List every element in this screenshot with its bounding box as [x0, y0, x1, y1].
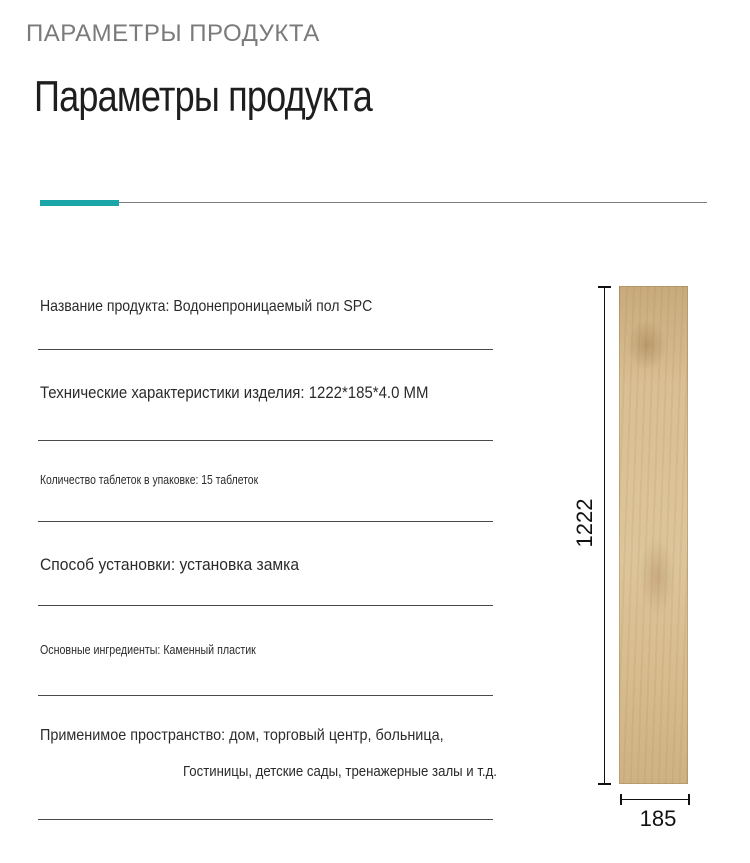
page-title: Параметры продукта — [34, 72, 372, 121]
row-rule — [38, 521, 493, 522]
row-rule — [38, 819, 493, 820]
width-dimension-cap-right — [688, 794, 690, 805]
divider-line — [40, 202, 707, 203]
row-rule — [38, 695, 493, 696]
row-rule — [38, 349, 493, 350]
divider-accent — [40, 200, 119, 206]
width-dimension-cap-left — [620, 794, 622, 805]
length-dimension-cap-top — [598, 286, 611, 288]
plank-image — [619, 286, 688, 784]
param-main-ingredients: Основные ингредиенты: Каменный пластик — [40, 642, 256, 657]
length-dimension-cap-bottom — [598, 783, 611, 785]
wood-knot — [639, 536, 675, 616]
width-dimension-line — [620, 799, 689, 800]
width-dimension-label: 185 — [639, 806, 677, 831]
row-rule — [38, 440, 493, 441]
param-installation-method: Способ установки: установка замка — [40, 555, 300, 574]
section-subtitle: ПАРАМЕТРЫ ПРОДУКТА — [26, 20, 320, 47]
param-applicable-space-continued: Гостиницы, детские сады, тренажерные залы и т.д. — [183, 763, 497, 780]
length-dimension-line — [604, 286, 605, 784]
wood-knot — [627, 320, 667, 370]
param-specifications: Технические характеристики изделия: 1222*185*4.0 MM — [40, 383, 429, 402]
param-pack-quantity: Количество таблеток в упаковке: 15 таблеток — [40, 472, 259, 487]
param-product-name: Название продукта: Водонепроницаемый пол SPC — [40, 298, 373, 315]
row-rule — [38, 605, 493, 606]
param-applicable-space: Применимое пространство: дом, торговый центр, больница, — [40, 727, 444, 744]
length-dimension-label: 1222 — [572, 498, 597, 548]
